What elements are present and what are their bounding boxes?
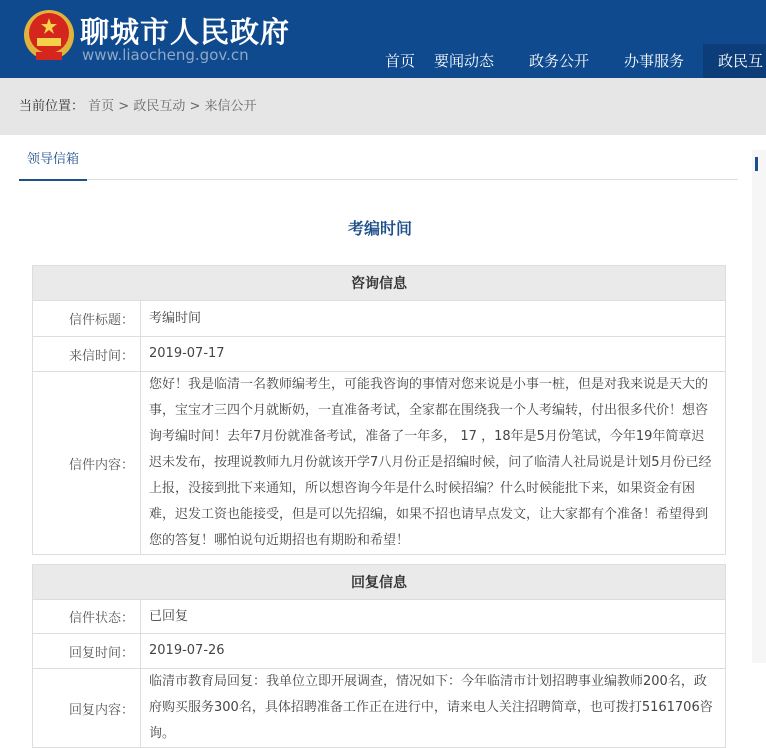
letter-date-value: 2019-07-17	[141, 337, 726, 372]
breadcrumb-label: 当前位置：	[19, 99, 85, 114]
breadcrumb	[0, 78, 766, 135]
tab-leader-mailbox[interactable]: 领导信箱	[19, 135, 87, 181]
consult-heading: 咨询信息	[33, 266, 726, 301]
nav-home[interactable]: 首页	[385, 52, 416, 70]
status-label: 信件状态：	[33, 600, 141, 634]
status-value: 已回复	[141, 600, 726, 634]
nav-news[interactable]: 要闻动态	[434, 52, 495, 70]
site-title[interactable]: 聊城市人民政府	[80, 15, 291, 49]
site-header	[0, 0, 766, 78]
subject-value: 考编时间	[141, 301, 726, 337]
page-title: 考编时间	[347, 219, 412, 238]
reply-heading: 回复信息	[33, 565, 726, 600]
nav-gov-open[interactable]: 政务公开	[529, 52, 590, 70]
breadcrumb-path[interactable]: 首页 > 政民互动 > 来信公开	[88, 99, 257, 114]
content-value: 您好！我是临清一名教师编考生，可能我咨询的事情对您来说是小事一桩，但是对我来说是天大的事，宝宝才三四个月就断奶，一直准备考试，全家都在围绕我一个人考编转，付出很多代价！想咨询考编时间！去年7月份就准备考试，准备了一年多， 17 ，18年是5月份笔试，今年19年简章迟迟未发布，按理说教师九月份就该开学7八月份正是招编时候，问了临清人社局说是计划5月份已经上报，没接到批下来通知，所以想咨询今年是什么时候招编？什么时候能批下来，如果资金有困难，迟发工资也能接受，但是可以先招编，如果不招也请早点发文，让大家都有个准备！希望得到您的答复！哪怕说句近期招也有期盼和希望！	[141, 372, 726, 555]
content-label: 信件内容：	[33, 372, 141, 555]
reply-date-value: 2019-07-26	[141, 634, 726, 669]
reply-info-table	[32, 564, 726, 748]
reply-content-value: 临清市教育局回复：我单位立即开展调查，情况如下：今年临清市计划招聘事业编教师200名，政府购买服务300名，具体招聘准备工作正在进行中，请来电人关注招聘简章，也可拨打5161706咨询。	[141, 669, 726, 748]
subject-label: 信件标题：	[33, 301, 141, 337]
consult-info-table	[32, 265, 726, 555]
reply-date-label: 回复时间：	[33, 634, 141, 669]
tab-bar	[19, 135, 738, 180]
national-emblem-icon	[22, 8, 76, 64]
nav-services[interactable]: 办事服务	[624, 52, 685, 70]
nav-interaction[interactable]: 政民互	[703, 44, 766, 78]
reply-content-label: 回复内容：	[33, 669, 141, 748]
letter-date-label: 来信时间：	[33, 337, 141, 372]
site-url: www.liaocheng.gov.cn	[82, 46, 249, 64]
side-panel-marker	[755, 157, 758, 171]
